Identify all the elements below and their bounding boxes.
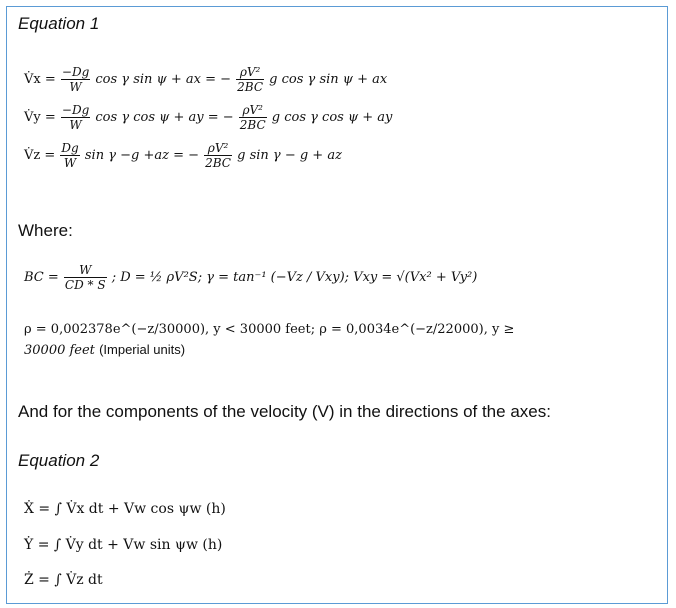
bc-fraction — [64, 264, 107, 291]
rho-line-1: ρ = 0,002378e^(−z/30000), y < 30000 feet; ρ = 0,0034e^(−z/22000), y ≥ — [24, 322, 515, 337]
equation-1-heading: Equation 1 — [18, 14, 100, 33]
frac-denominator: 2BC — [237, 80, 264, 94]
eq1-line3-frac-b — [204, 142, 232, 169]
eq1-line2-frac-a — [61, 104, 90, 131]
eq1-line3-lhs: V̇z = — [24, 148, 56, 163]
eq1-line2-frac-b — [239, 104, 267, 131]
components-text: And for the components of the velocity (V) in the directions of the axes: — [18, 402, 551, 421]
frac-denominator: W — [69, 118, 82, 132]
bc-lhs: BC = — [24, 270, 59, 285]
frac-numerator: W — [64, 264, 107, 278]
where-rest: ; D = ½ ρV²S; γ = tan⁻¹ (−Vz / Vxy); Vxy = √(Vx² + Vy²) — [111, 270, 478, 285]
rho-line-2-math: 30000 feet — [24, 343, 95, 358]
frac-denominator: 2BC — [239, 118, 266, 132]
frac-denominator: CD * S — [64, 278, 106, 292]
where-label: Where: — [18, 221, 73, 240]
frac-numerator: ρV² — [204, 142, 232, 156]
eq1-line3-frac-a — [60, 142, 79, 169]
eq2-line1: Ẋ = ∫ V̇x dt + Vw cos ψw (h) — [24, 501, 226, 517]
eq1-line1-lhs: V̇x = — [24, 72, 56, 87]
eq1-line1-frac-b — [236, 66, 264, 93]
eq1-line1-rhs: g cos γ sin ψ + ax — [269, 72, 388, 87]
frac-numerator: −Dg — [61, 65, 90, 79]
eq2-line3: Ż = ∫ V̇z dt — [24, 572, 103, 588]
eq1-line2-lhs: V̇y = — [24, 110, 56, 125]
eq1-line2 — [24, 104, 392, 131]
where-definitions — [24, 264, 477, 291]
frac-numerator: ρV² — [236, 66, 264, 80]
eq1-line2-mid: cos γ cos ψ + ay = − — [95, 110, 234, 125]
frac-denominator: W — [69, 80, 82, 94]
eq1-line3 — [24, 142, 342, 169]
eq1-line3-mid: sin γ −g +az = − — [84, 148, 199, 163]
eq1-line1 — [24, 66, 387, 93]
eq2-line2: Ẏ = ∫ V̇y dt + Vw sin ψw (h) — [24, 537, 223, 553]
frac-numerator: Dg — [61, 141, 79, 155]
eq1-line1-frac-a — [61, 66, 90, 93]
frac-denominator: 2BC — [205, 156, 231, 170]
frac-numerator: ρV² — [239, 104, 267, 118]
frac-denominator: W — [63, 156, 77, 170]
rho-line-2-note: (Imperial units) — [99, 342, 186, 357]
frac-numerator: −Dg — [61, 103, 90, 117]
eq1-line2-rhs: g cos γ cos ψ + ay — [271, 110, 393, 125]
eq1-line1-mid: cos γ sin ψ + ax = − — [95, 72, 232, 87]
eq1-line3-rhs: g sin γ − g + az — [237, 148, 342, 163]
equation-2-heading: Equation 2 — [18, 451, 100, 470]
rho-line-2 — [24, 343, 185, 357]
